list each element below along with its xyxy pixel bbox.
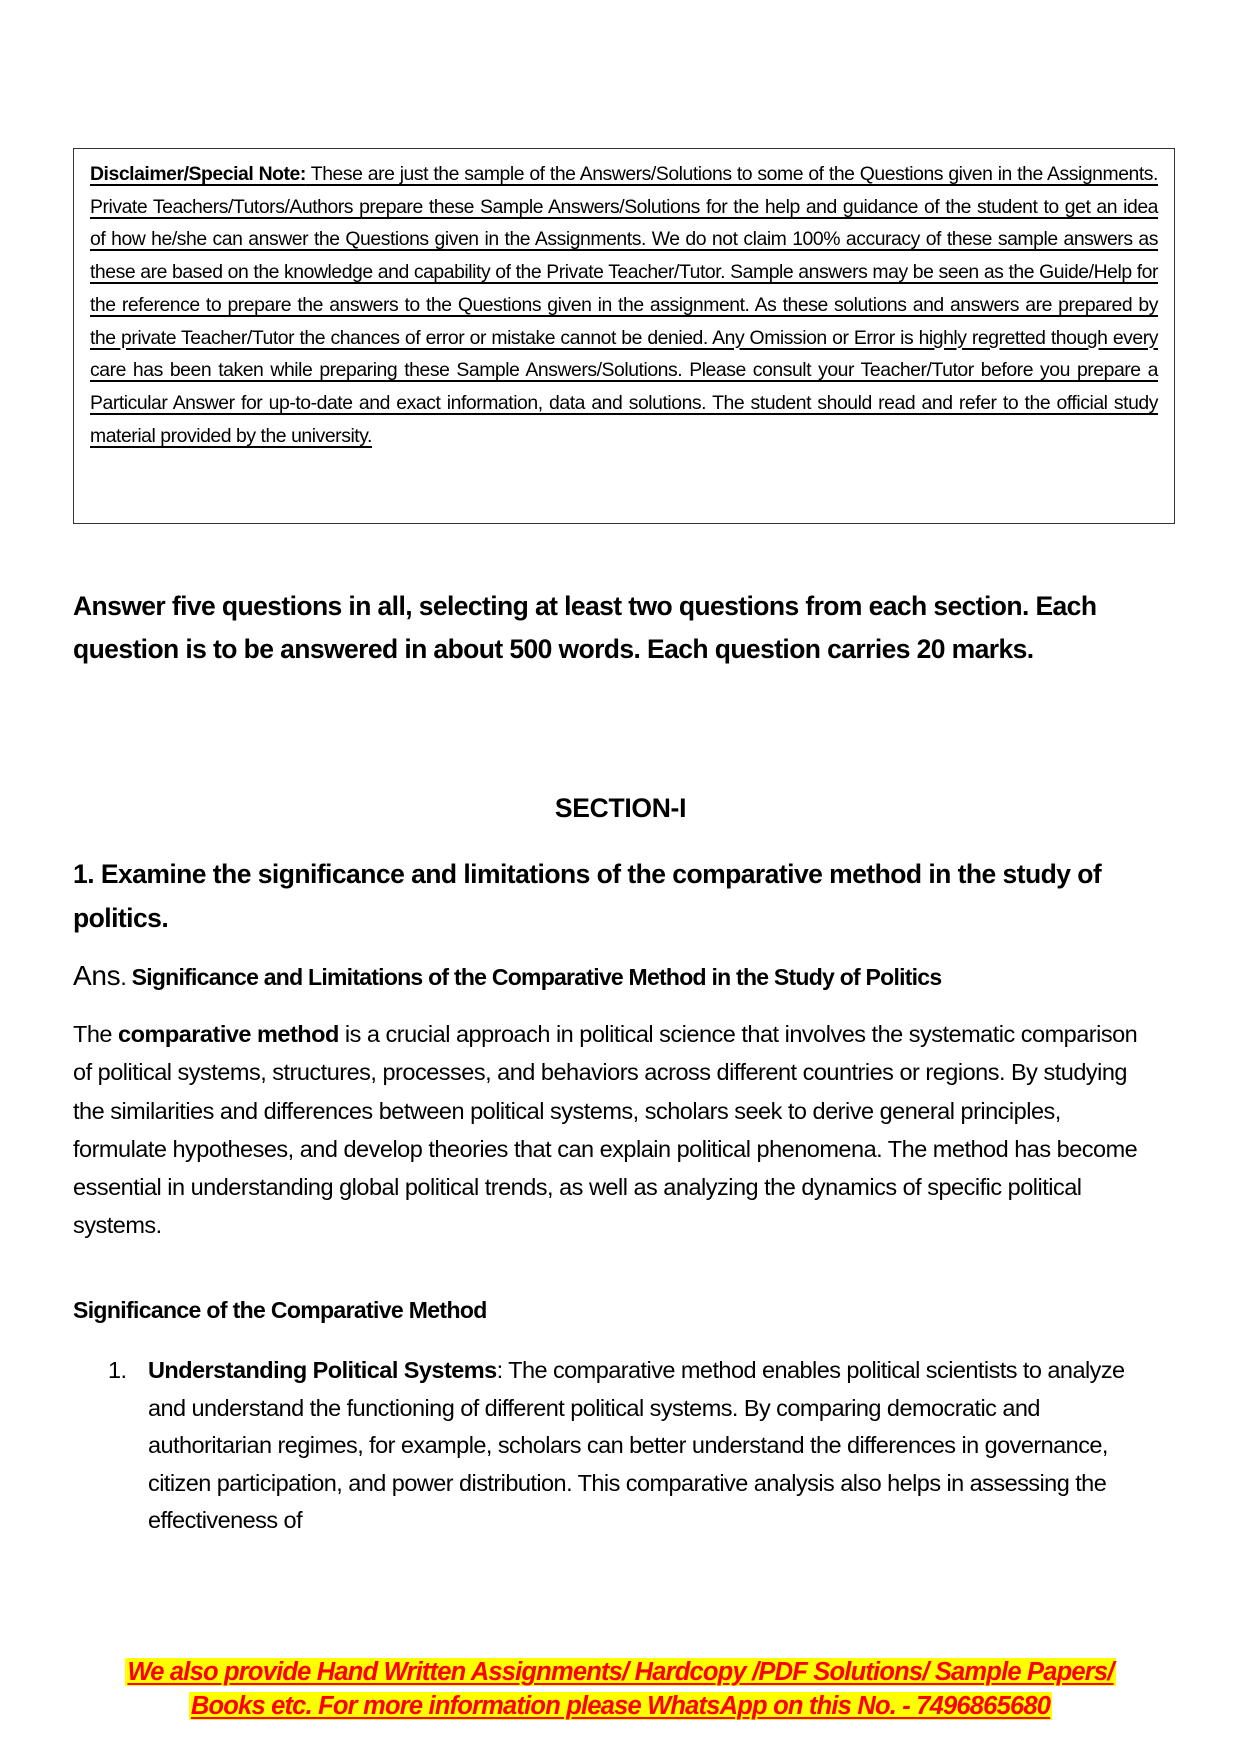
answer-title: Significance and Limitations of the Comparative Method in the Study of Politics [126,964,942,990]
list-item-text: : The comparative method enables political scientists to analyze and understand the functioning of different political systems. By comparing democratic and authoritarian regimes, for example, scholars can better understand the differences in governance, citizen participation, and power distribution. This comparative analysis also helps in assessing the effectiveness of [148,1357,1125,1534]
intro-key-term: comparative method [118,1021,339,1047]
section-heading: SECTION-I [554,793,687,823]
intro-body: is a crucial approach in political science that involves the systematic comparison of political systems, structures, processes, and behaviors across different countries or regions. By studying the similarities and differences between political systems, scholars seek to derive general principles, formulate hypotheses, and develop theories that can explain political phenomena. The method has become essential in understanding global political trends, as well as analyzing the dynamics of specific political systems. [73,1021,1138,1239]
significance-list [73,1352,1153,1540]
answer-intro-paragraph [73,1015,1153,1245]
disclaimer-box [73,148,1175,524]
question-1: 1. Examine the significance and limitations of the comparative method in the study of politics. [73,859,1102,933]
list-item-title: Understanding Political Systems [148,1357,497,1383]
significance-subheading: Significance of the Comparative Method [73,1297,487,1323]
disclaimer-text: These are just the sample of the Answers/Solutions to some of the Questions given in the Assignments. Private Teachers/Tutors/Authors prepare these Sample Answers/Solutions for the help and guidance of the student to get an idea of how he/she can answer the Questions given in the Assignments. We do not claim 100% accuracy of these sample answers as these are based on the knowledge and capability of the Private Teacher/Tutor. Sample answers may be seen as the Guide/Help for the reference to prepare the answers to the Questions given in the assignment. As these solutions and answers are prepared by the private Teacher/Tutor the chances of error or mistake cannot be denied. Any Omission or Error is highly regretted though every care has been taken while preparing these Sample Answers/Solutions. Please consult your Teacher/Tutor before you prepare a Particular Answer for up-to-date and exact information, data and solutions. The student should read and refer to the official study material provided by the university. [90,163,1158,447]
disclaimer-label: Disclaimer/Special Note: [90,163,306,185]
list-item [73,1352,1153,1540]
exam-instructions: Answer five questions in all, selecting at least two questions from each section. Each question is to be answered in about 500 words. Each question carries 20 marks. [73,591,1097,664]
disclaimer-paragraph [90,158,1158,452]
answer-prefix: Ans [73,960,121,991]
footer-promo-line-2: Books etc. For more information please WhatsApp on this No. - 7496865680 [190,1692,1051,1720]
list-item-number: 1. [108,1357,127,1383]
answer-prefix-dot: . [120,964,126,990]
footer-promo-line-1: We also provide Hand Written Assignments/ Hardcopy /PDF Solutions/ Sample Papers/ [127,1658,1114,1686]
answer-heading [73,960,1173,992]
intro-lead: The [73,1021,119,1047]
footer-promo [0,1655,1241,1723]
